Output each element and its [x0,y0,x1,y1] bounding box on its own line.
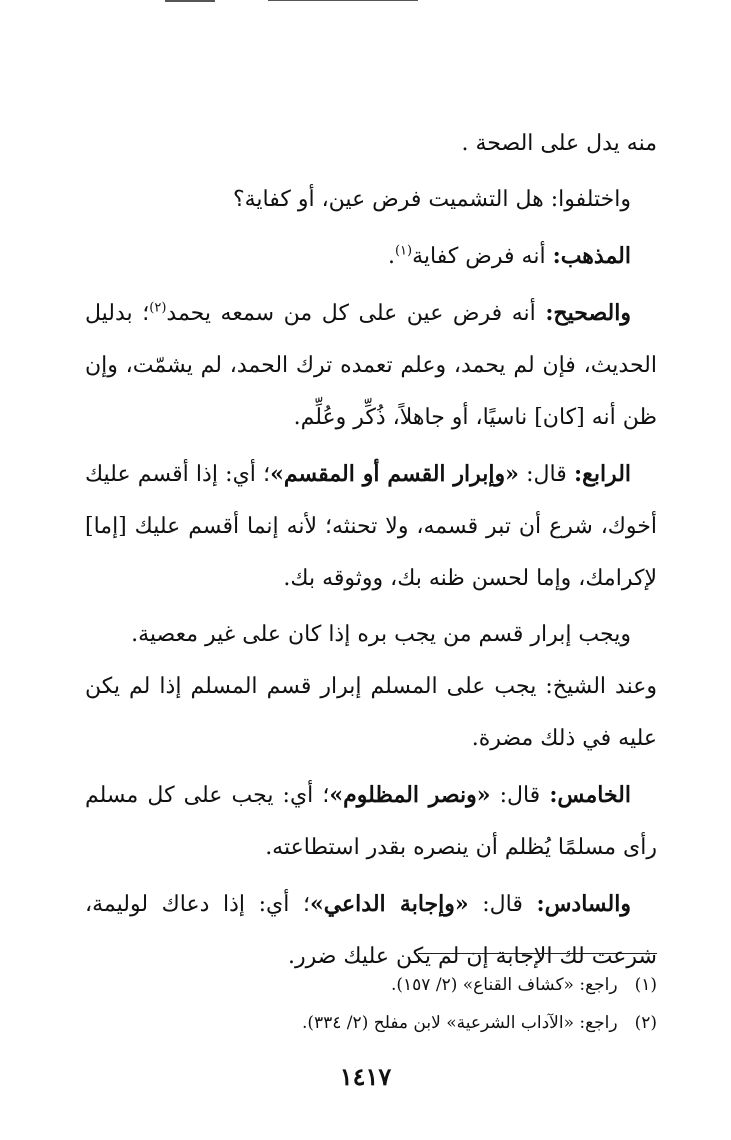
bold-term: «وإجابة الداعي» [309,891,469,917]
footnote-ref: (٢) [149,300,167,316]
paragraph [85,230,657,283]
paragraph [85,661,657,765]
paragraph [85,609,657,661]
paragraph [85,448,657,605]
text-run: قال: [490,783,550,808]
bold-term: «ونصر المظلوم» [329,782,491,808]
text-run: أنه فرض كفاية [412,244,553,269]
text-run: ؛ أي: إذا أقسم عليك أخوك، شرع أن تبر قسمه، ولا تحنثه؛ لأنه إنما أقسم عليك [إما] لإكرامك، وإما لحسن ظنه بك، ووثوقه بك. [85,462,657,591]
bold-term: والسادس: [536,891,631,917]
text-run: قال: [468,892,537,917]
main-text [85,118,657,983]
paragraph [85,174,657,226]
text-run: أنه فرض عين على كل من سمعه يحمد [166,301,546,326]
footnote [85,1004,657,1042]
footnote-text: راجع: «كشاف القناع» (٢/ ١٥٧). [390,975,618,995]
bold-term: والصحيح: [545,300,631,326]
text-run: قال: [518,462,574,487]
footnote-number: (١) [634,975,657,995]
bold-term: الرابع: [573,461,632,487]
footnotes [85,966,657,1042]
text-run: . [387,244,395,269]
text-run: واختلفوا: هل التشميت فرض عين، أو كفاية؟ [232,187,631,212]
text-run: ؛ أي: يجب على كل مسلم رأى مسلمًا يُظلم أن ينصره بقدر استطاعته. [85,783,657,860]
text-run: ؛ بدليل الحديث، فإن لم يحمد، وعلم تعمده ترك الحمد، لم يشمّت، وإن ظن أنه [كان] ناسيًا، أو جاهلاً، ذُكِّر وعُلِّم. [85,301,657,430]
bold-term: «وإبرار القسم أو المقسم» [270,461,519,487]
paragraph [85,118,657,170]
text-run: منه يدل على الصحة . [461,131,657,156]
footnote-text: راجع: «الآداب الشرعية» لابن مفلح (٢/ ٣٣٤). [301,1013,618,1033]
footnote-ref: (١) [394,243,413,259]
bold-term: الخامس: [549,782,631,808]
paragraph [85,769,657,874]
text-run: وعند الشيخ: يجب على المسلم إبرار قسم المسلم إذا لم يكن عليه في ذلك مضرة. [85,674,657,751]
top-rule-left [165,0,215,2]
page-number: ١٤١٧ [339,1062,392,1091]
top-rule-right [268,0,418,1]
paragraph [85,287,657,444]
text-run: ويجب إبرار قسم من يجب بره إذا كان على غير معصية. [131,622,631,647]
bold-term: المذهب: [552,243,631,269]
footnote [85,966,657,1004]
text-run: ؛ أي: إذا دعاك لوليمة، شرعت لك الإجابة إن لم يكن عليك ضرر. [85,892,657,969]
footnote-number: (٢) [634,1013,657,1033]
footnote-separator [418,953,657,954]
